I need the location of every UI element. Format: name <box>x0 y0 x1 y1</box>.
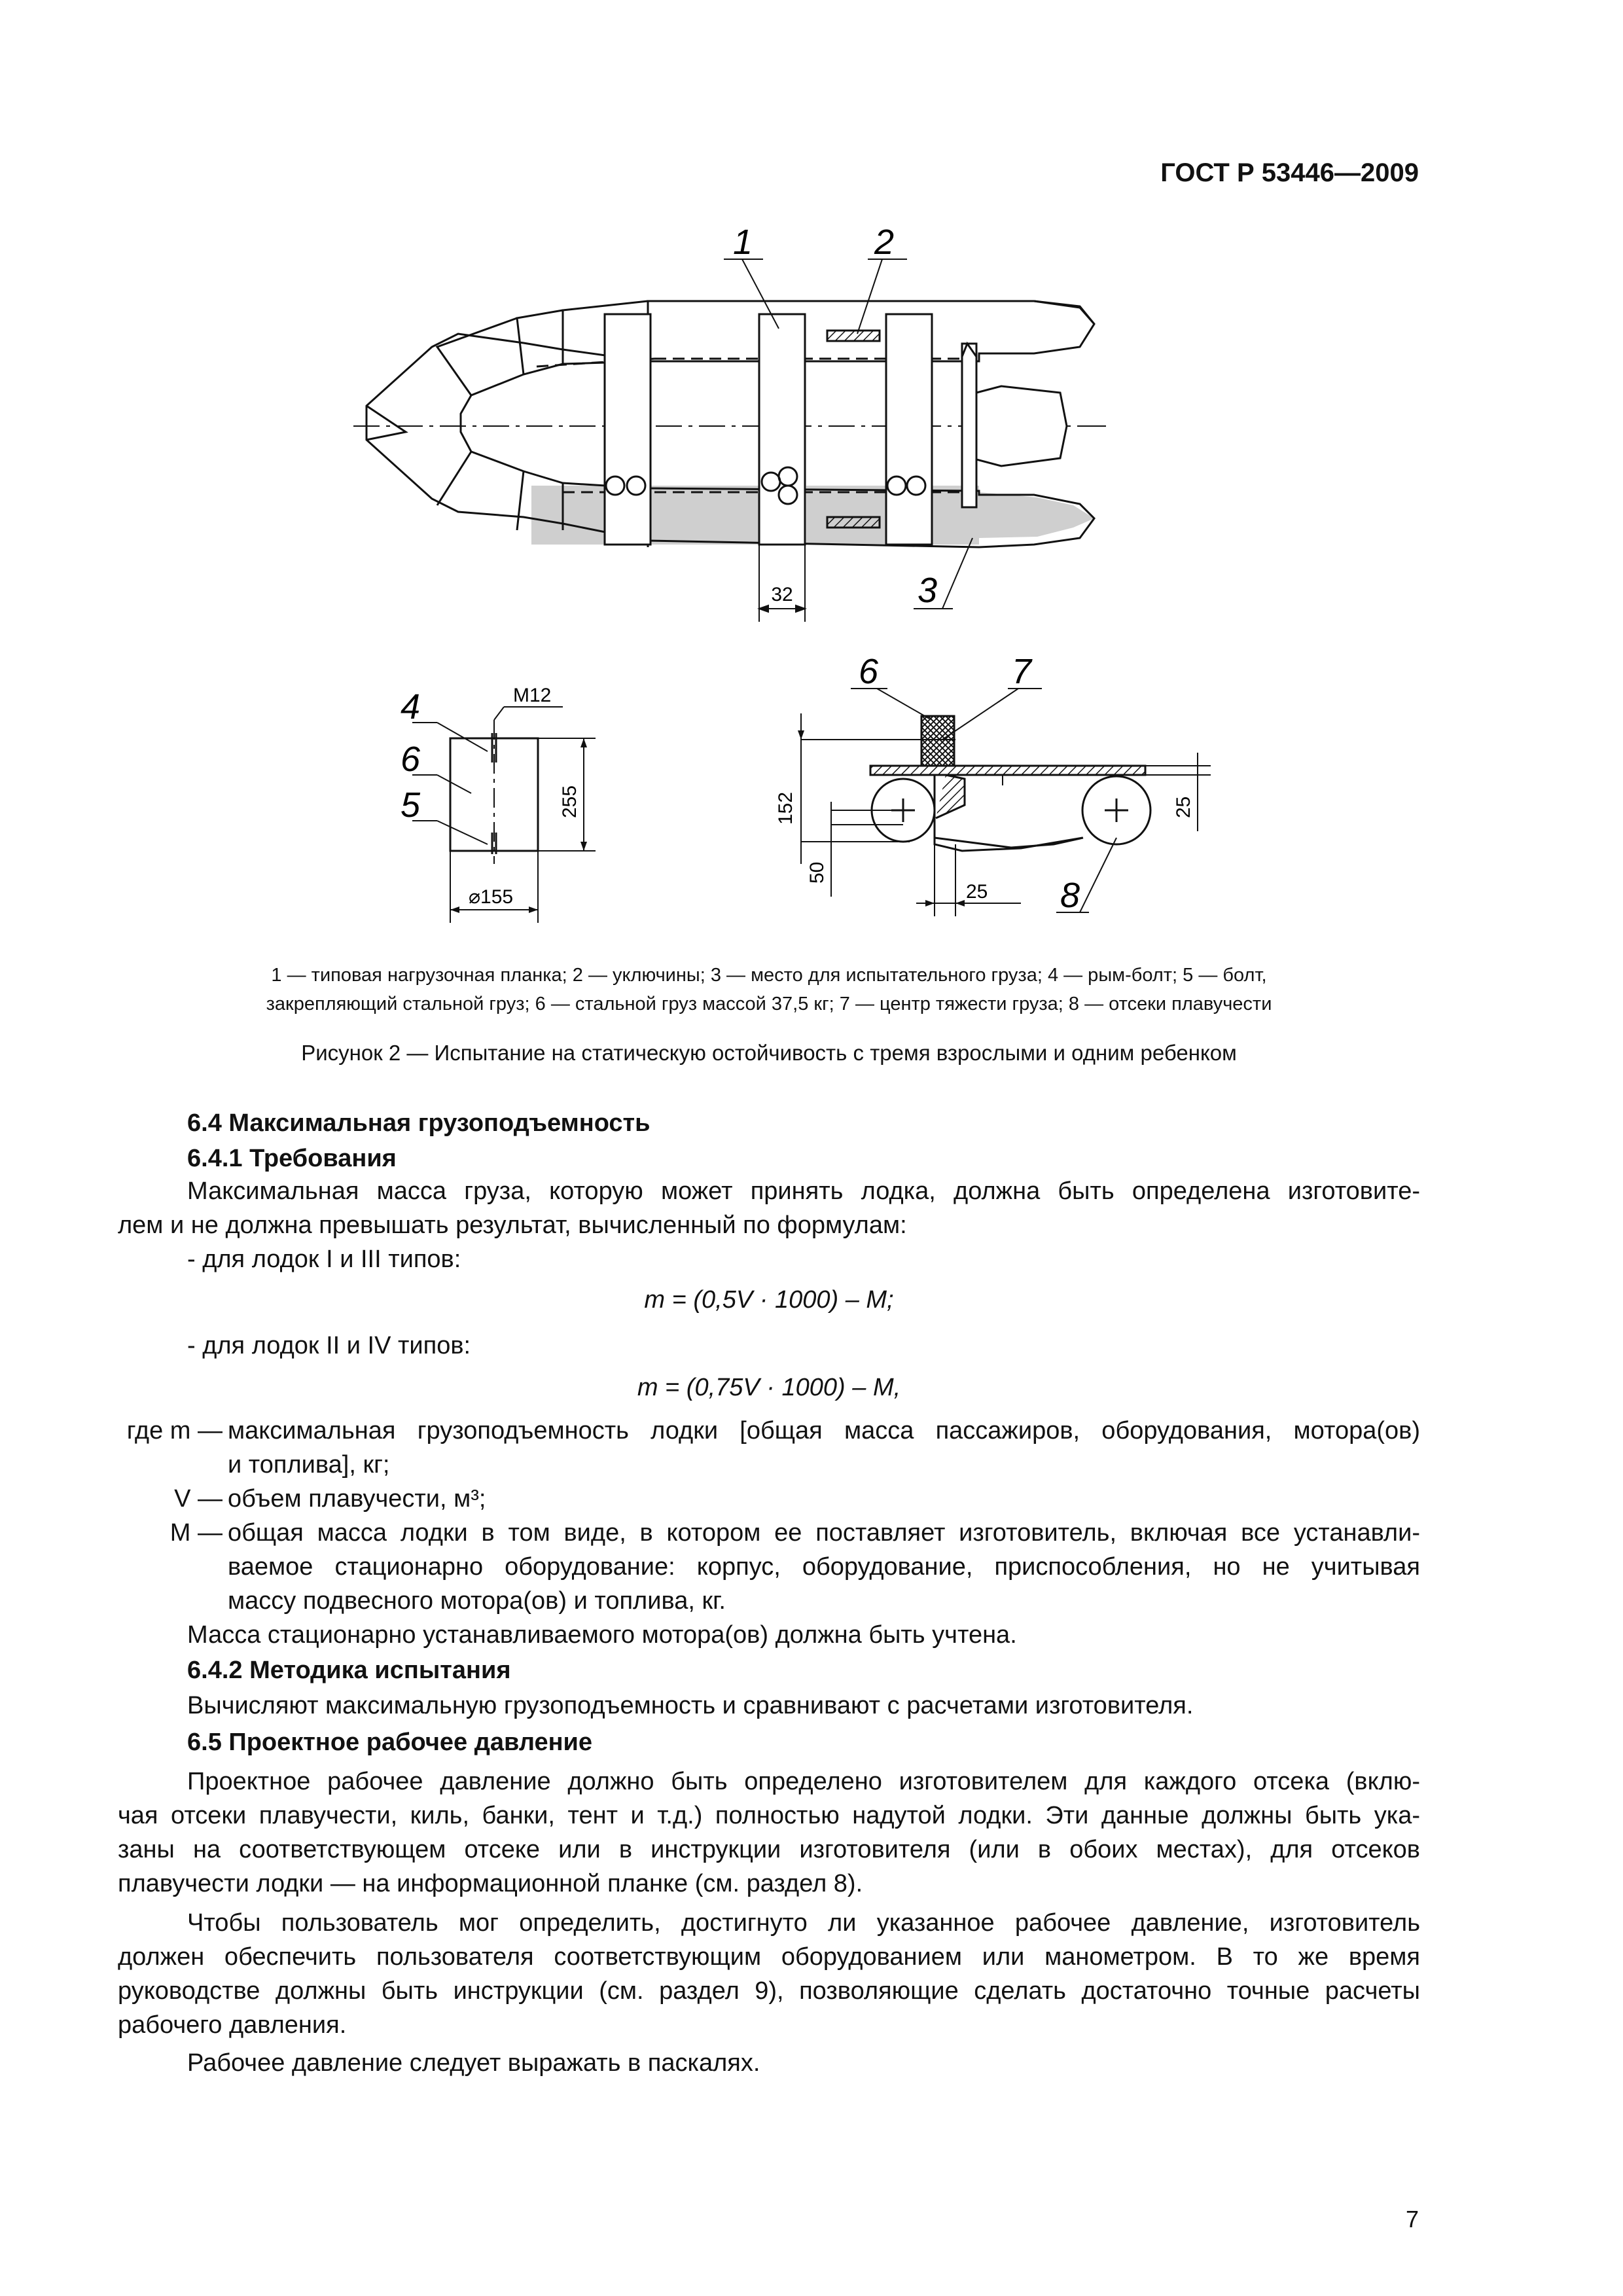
definition-text: ваемое стационарно оборудование: корпус, оборудование, приспособления, но не учитывая <box>228 1553 1420 1581</box>
boat-top-view <box>353 301 1106 550</box>
cross-section-detail <box>798 689 1211 916</box>
definition-text: объем плавучести, м³; <box>228 1485 486 1513</box>
callout-8: 8 <box>1060 876 1080 915</box>
section-6-5-p2-line: руководстве должны быть инструкции (см. раздел 9), позволяющие сделать достаточно точные расчеты <box>118 1977 1420 2005</box>
section-6-4-2-title: 6.4.2 Методика испытания <box>187 1657 511 1684</box>
dim-25b-label: 25 <box>1173 796 1194 818</box>
definition-term: V — <box>174 1485 223 1513</box>
callout-6a: 6 <box>401 740 421 779</box>
section-6-5-p2-line: должен обеспечить пользователя соответствующим оборудованием или манометром. В то же время <box>118 1943 1420 1971</box>
definition-m <box>0 1414 1623 1482</box>
formula-2: m = (0,75V · 1000) – M, <box>637 1374 901 1401</box>
case-types-1-3: - для лодок I и III типов: <box>187 1246 461 1273</box>
definition-term: где m — <box>126 1417 223 1444</box>
section-6-5-p1-line: плавучести лодки — на информационной планке (см. раздел 8). <box>118 1870 863 1897</box>
dim-32-label: 32 <box>771 584 793 605</box>
definition-v <box>0 1482 1623 1516</box>
figure-2-drawing <box>0 0 1623 949</box>
dim-25a-label: 25 <box>966 881 988 903</box>
section-6-4-title: 6.4 Максимальная грузоподъемность <box>187 1109 651 1137</box>
definition-term: M — <box>169 1519 223 1547</box>
callout-5: 5 <box>401 785 421 825</box>
section-6-5-p3: Рабочее давление следует выражать в паскалях. <box>187 2049 760 2077</box>
section-6-5-p2-line: Чтобы пользователь мог определить, достигнуто ли указанное рабочее давление, изготовитель <box>187 1909 1420 1937</box>
callout-6b: 6 <box>859 652 879 691</box>
section-6-5-p1-line: заны на соответствующем отсеке или в инструкции изготовителя (или в обоих местах), для отсеков <box>118 1836 1420 1863</box>
section-6-5-p1-line: чая отсеки плавучести, киль, банки, тент и т.д.) полностью надутой лодки. Эти данные должны быть ука- <box>118 1802 1420 1829</box>
formula-1: m = (0,5V · 1000) – M; <box>644 1286 894 1314</box>
section-6-4-1-text-1b: лем и не должна превышать результат, вычисленный по формулам: <box>118 1211 907 1239</box>
callout-1: 1 <box>733 223 753 262</box>
callout-7: 7 <box>1012 652 1032 691</box>
section-6-5-p1-line: Проектное рабочее давление должно быть определено изготовителем для каждого отсека (вклю- <box>187 1768 1420 1795</box>
callout-4: 4 <box>401 687 421 726</box>
figure-legend-line-2: закрепляющий стальной груз; 6 — стальной груз массой 37,5 кг; 7 — центр тяжести груза; 8 — отсеки плавучести <box>266 994 1272 1014</box>
dim-152-label: 152 <box>775 791 796 825</box>
dim-155-label: ⌀155 <box>469 886 514 908</box>
case-types-2-4: - для лодок II и IV типов: <box>187 1332 471 1359</box>
section-6-4-1-title: 6.4.1 Требования <box>187 1145 397 1172</box>
definition-text: и топлива], кг; <box>228 1451 390 1479</box>
page-number: 7 <box>1405 2206 1419 2233</box>
section-6-5-p2-line: рабочего давления. <box>118 2011 347 2039</box>
dim-m12-label: M12 <box>513 685 552 706</box>
definition-text: максимальная грузоподъемность лодки [общая масса пассажиров, оборудования, мотора(ов) <box>228 1417 1420 1444</box>
dimension-32 <box>759 545 805 622</box>
section-6-4-1-text-2: Масса стационарно устанавливаемого мотора(ов) должна быть учтена. <box>187 1621 1017 1649</box>
definition-text: общая масса лодки в том виде, в котором ее поставляет изготовитель, включая все устанавли- <box>228 1519 1420 1547</box>
figure-legend-line-1: 1 — типовая нагрузочная планка; 2 — уключины; 3 — место для испытательного груза; 4 — рым-болт; 5 — болт, <box>271 965 1267 986</box>
callout-2: 2 <box>874 223 895 262</box>
section-6-4-2-text: Вычисляют максимальную грузоподъемность и сравнивают с расчетами изготовителя. <box>187 1692 1194 1719</box>
section-6-5-title: 6.5 Проектное рабочее давление <box>187 1729 593 1756</box>
section-6-4-1-text-1a: Максимальная масса груза, которую может принять лодка, должна быть определена изготовите- <box>187 1177 1420 1205</box>
figure-caption: Рисунок 2 — Испытание на статическую остойчивость с тремя взрослыми и одним ребенком <box>301 1041 1237 1065</box>
document-code: ГОСТ Р 53446—2009 <box>1160 158 1419 187</box>
callout-3: 3 <box>918 571 938 610</box>
dim-50-label: 50 <box>806 861 828 884</box>
definition-text: массу подвесного мотора(ов) и топлива, кг. <box>228 1587 726 1615</box>
definition-big-m <box>0 1516 1623 1618</box>
dim-255-label: 255 <box>559 785 580 818</box>
